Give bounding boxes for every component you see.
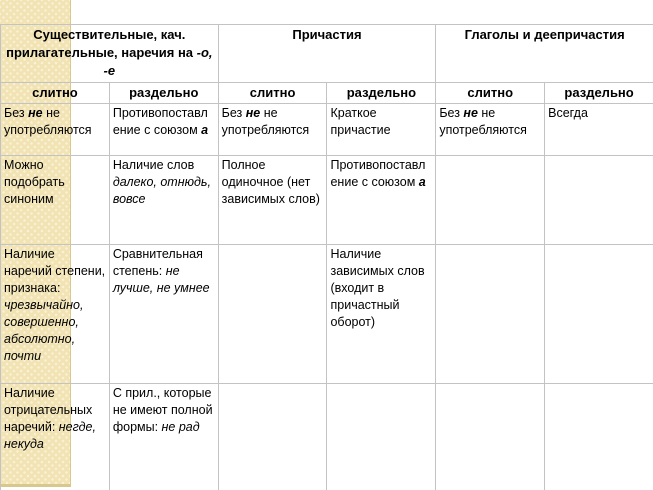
text-segment: не лучше, не умнее <box>112 264 210 295</box>
table-row-4 <box>1 384 653 490</box>
cell-r2c3 <box>218 156 327 245</box>
text-segment: Сравнительная степень: <box>112 247 203 278</box>
cell-r2c1 <box>1 156 110 245</box>
cell-r3c2 <box>109 245 218 384</box>
table-header <box>1 25 653 104</box>
table-body <box>1 104 653 490</box>
cell-r4c1 <box>1 384 110 490</box>
text-segment: Можно подобрать синоним <box>4 158 65 206</box>
text-segment: не употребляются <box>4 106 92 137</box>
table-row-2 <box>1 156 653 245</box>
cell-r3c4 <box>327 245 436 384</box>
cell-r2c4 <box>327 156 436 245</box>
text-segment: Наличие наречий степени, признака: <box>4 247 106 295</box>
sub-header-cell-1: слитно <box>1 83 110 104</box>
group-header-row <box>1 25 653 83</box>
text-segment: Без <box>221 106 246 120</box>
text-segment: С прил., которые не имеют полной формы: <box>112 386 213 434</box>
cell-r1c2 <box>109 104 218 156</box>
text-segment: Наличие слов <box>112 158 195 172</box>
group-header-cell-1 <box>1 25 219 83</box>
text-segment: не <box>463 106 478 120</box>
text-segment: чрезвычайно, совершенно, абсолютно, почти <box>4 298 84 363</box>
text-segment: Всегда <box>548 106 588 120</box>
cell-r1c4 <box>327 104 436 156</box>
text-segment: не употребляются <box>221 106 310 137</box>
text-segment: не употребляются <box>439 106 527 137</box>
cell-r4c4 <box>327 384 436 490</box>
text-segment: Наличие зависимых слов (входит в причастный оборот) <box>330 247 425 329</box>
text-segment: а <box>201 123 209 137</box>
cell-r3c1 <box>1 245 110 384</box>
text-segment: Глаголы и деепричастия <box>464 27 625 42</box>
cell-r1c1 <box>1 104 110 156</box>
cell-r3c6 <box>545 245 653 384</box>
cell-r3c5 <box>436 245 545 384</box>
cell-r4c3 <box>218 384 327 490</box>
text-segment: Противопоставление с союзом <box>330 158 426 189</box>
group-header-cell-3 <box>436 25 653 83</box>
cell-r4c6 <box>545 384 653 490</box>
cell-r1c5 <box>436 104 545 156</box>
cell-r4c2 <box>109 384 218 490</box>
ne-spelling-rules-table <box>0 24 653 490</box>
sub-header-cell-5: слитно <box>436 83 545 104</box>
cell-r2c5 <box>436 156 545 245</box>
text-segment: не <box>245 106 261 120</box>
cell-r2c6 <box>545 156 653 245</box>
sub-header-cell-6: раздельно <box>545 83 653 104</box>
cell-r1c3 <box>218 104 327 156</box>
text-segment: негде, некуда <box>4 420 96 451</box>
text-segment: Без <box>439 106 464 120</box>
cell-r2c2 <box>109 156 218 245</box>
text-segment: далеко, отнюдь, вовсе <box>112 175 211 206</box>
cell-r3c3 <box>218 245 327 384</box>
sub-header-cell-3: слитно <box>218 83 327 104</box>
text-segment: не <box>28 106 43 120</box>
text-segment: Существительные, кач. прилагательные, наречия на <box>6 27 197 60</box>
table-row-1 <box>1 104 653 156</box>
sub-header-cell-4: раздельно <box>327 83 436 104</box>
text-segment: Без <box>4 106 29 120</box>
text-segment: а <box>418 175 426 189</box>
text-segment: -о, -е <box>103 45 213 78</box>
sub-header-row <box>1 83 653 104</box>
text-segment: Полное одиночное (нет зависимых слов) <box>221 158 320 206</box>
text-segment: Наличие отрицательных наречий: <box>4 386 93 434</box>
sub-header-cell-2: раздельно <box>109 83 218 104</box>
text-segment: Противопоставление с союзом <box>112 106 208 137</box>
cell-r1c6 <box>545 104 653 156</box>
cell-r4c5 <box>436 384 545 490</box>
table-row-3 <box>1 245 653 384</box>
text-segment: не рад <box>161 420 200 434</box>
text-segment: Краткое причастие <box>330 106 391 137</box>
text-segment: Причастия <box>292 27 362 42</box>
group-header-cell-2 <box>218 25 436 83</box>
